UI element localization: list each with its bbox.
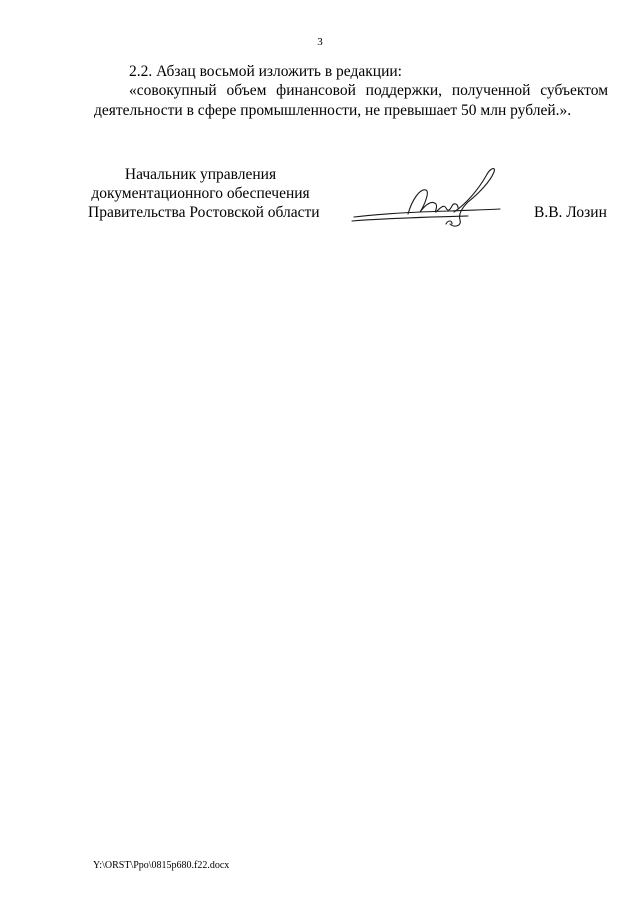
signatory-name: В.В. Лозин xyxy=(534,204,607,221)
page-number: 3 xyxy=(317,36,323,48)
footer-file-path: Y:\ORST\Ppo\0815p680.f22.docx xyxy=(93,860,230,871)
signatory-title-line-3: Правительства Ростовской области xyxy=(88,204,320,221)
amendment-quoted-paragraph: «совокупный объем финансовой поддержки, полученной субъектом деятельности в сфере промышленности, не превышает 50 млн рублей.». xyxy=(94,82,608,119)
handwritten-signature xyxy=(350,160,510,232)
signatory-title-line-1: Начальник управления xyxy=(124,166,277,183)
amendment-heading-paragraph: 2.2. Абзац восьмой изложить в редакции: xyxy=(129,63,402,80)
signatory-title-line-2: документационного обеспечения xyxy=(91,185,310,202)
signatory-title-block xyxy=(88,165,320,222)
